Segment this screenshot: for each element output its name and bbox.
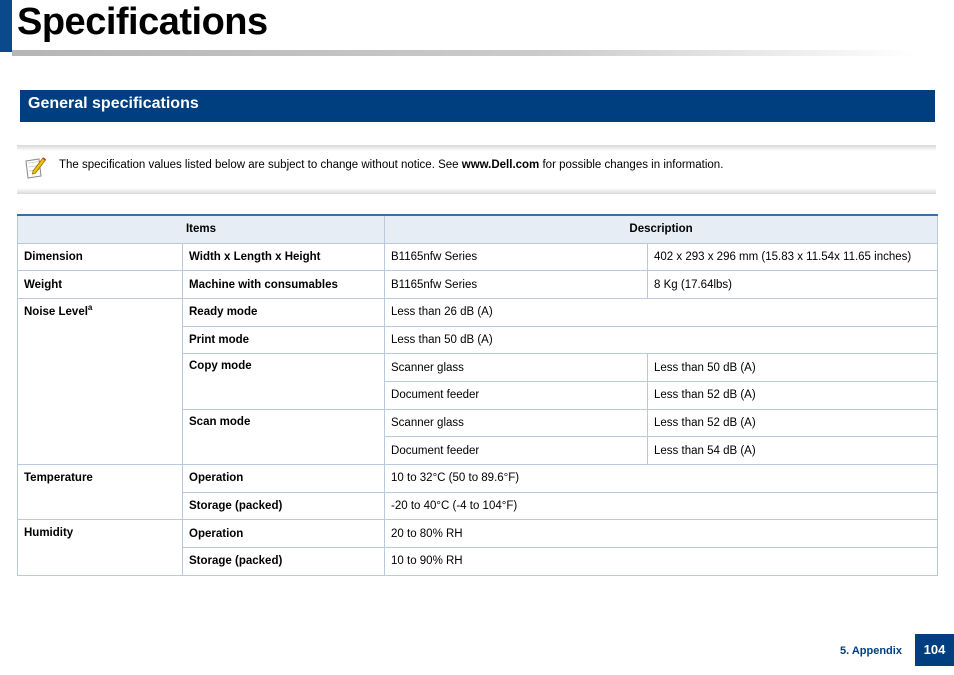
section-header — [20, 90, 935, 122]
section-title: General specifications — [28, 95, 199, 112]
noise-copy-glass-value: Less than 50 dB (A) — [648, 354, 938, 382]
page-title: Specifications — [17, 1, 268, 43]
footer-section-label: 5. Appendix — [840, 645, 902, 657]
humidity-operation-value: 20 to 80% RH — [385, 520, 938, 548]
temperature-operation-label: Operation — [183, 465, 385, 493]
page-number-badge — [915, 634, 954, 666]
noise-scan-label: Scan mode — [183, 409, 385, 464]
noise-copy-label: Copy mode — [183, 354, 385, 409]
dell-link[interactable]: www.Dell.com — [461, 159, 540, 171]
weight-label: Weight — [18, 271, 183, 299]
table-row — [18, 298, 938, 326]
header-items: Items — [18, 215, 385, 243]
noise-ready-label: Ready mode — [183, 298, 385, 326]
dimension-label: Dimension — [18, 243, 183, 271]
title-accent-bar — [0, 0, 12, 52]
noise-print-label: Print mode — [183, 326, 385, 354]
temperature-operation-value: 10 to 32°C (50 to 89.6°F) — [385, 465, 938, 493]
table-row — [18, 243, 938, 271]
temperature-label: Temperature — [18, 465, 183, 520]
noise-scan-glass: Scanner glass — [385, 409, 648, 437]
page-number: 104 — [923, 642, 946, 657]
note-pencil-icon — [24, 156, 48, 182]
temperature-storage-label: Storage (packed) — [183, 492, 385, 520]
dimension-value: 402 x 293 x 296 mm (15.83 x 11.54x 11.65 inches) — [648, 243, 938, 271]
noise-scan-glass-value: Less than 52 dB (A) — [648, 409, 938, 437]
weight-sub: Machine with consumables — [183, 271, 385, 299]
note-box — [17, 145, 936, 194]
noise-print-value: Less than 50 dB (A) — [385, 326, 938, 354]
table-row — [18, 271, 938, 299]
humidity-storage-value: 10 to 90% RH — [385, 548, 938, 576]
weight-value: 8 Kg (17.64lbs) — [648, 271, 938, 299]
noise-copy-feeder: Document feeder — [385, 381, 648, 409]
footnote-marker: a — [87, 303, 93, 313]
note-text: The specification values listed below are subject to change without notice. See www.Dell.com for possible changes in information. — [59, 159, 724, 171]
dimension-sub: Width x Length x Height — [183, 243, 385, 271]
humidity-storage-label: Storage (packed) — [183, 548, 385, 576]
noise-copy-glass: Scanner glass — [385, 354, 648, 382]
title-divider — [12, 50, 917, 56]
noise-ready-value: Less than 26 dB (A) — [385, 298, 938, 326]
noise-copy-feeder-value: Less than 52 dB (A) — [648, 381, 938, 409]
table-header-row — [18, 215, 938, 243]
table-row — [18, 520, 938, 548]
noise-label: Noise Level$^a$ — [18, 298, 183, 464]
noise-scan-feeder-value: Less than 54 dB (A) — [648, 437, 938, 465]
spec-table — [17, 214, 938, 576]
temperature-storage-value: -20 to 40°C (-4 to 104°F) — [385, 492, 938, 520]
dimension-model: B1165nfw Series — [385, 243, 648, 271]
humidity-operation-label: Operation — [183, 520, 385, 548]
header-description: Description — [385, 215, 938, 243]
weight-model: B1165nfw Series — [385, 271, 648, 299]
humidity-label: Humidity — [18, 520, 183, 575]
noise-scan-feeder: Document feeder — [385, 437, 648, 465]
table-row — [18, 465, 938, 493]
